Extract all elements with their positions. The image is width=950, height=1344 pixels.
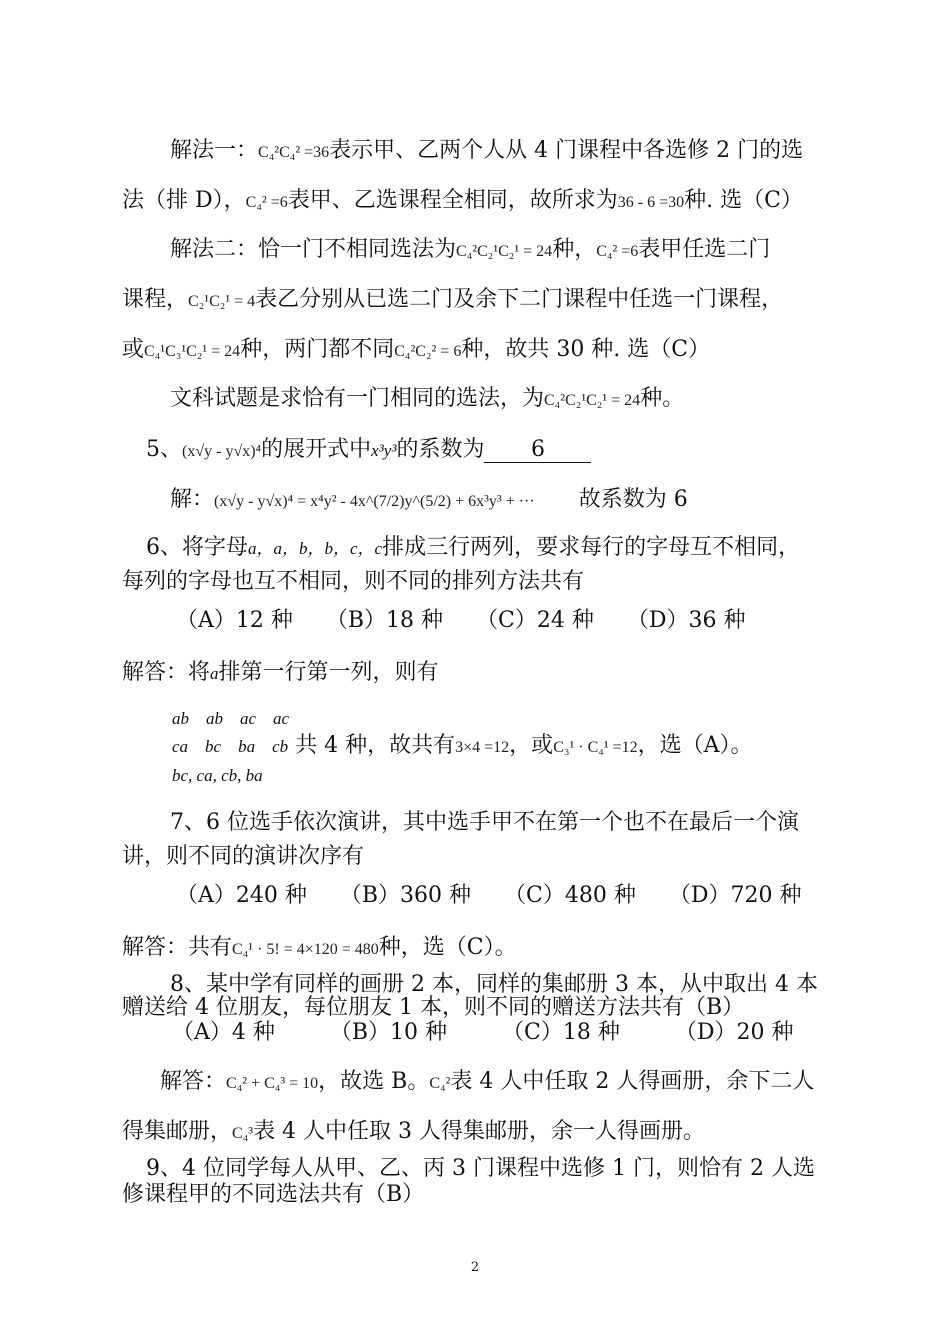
text-run: 种， <box>552 237 597 262</box>
text-run: 得集邮册， <box>122 1119 233 1144</box>
text-run: 讲，则不同的演讲次序有 <box>122 844 365 869</box>
text-line-10 <box>122 567 584 597</box>
text-line-7 <box>146 435 591 467</box>
text-run: 6、将字母 <box>146 535 248 560</box>
text-run: 7、6 位选手依次演讲，其中选手甲不在第一个也不在最后一个演 <box>170 810 799 835</box>
text-line-24 <box>122 1117 705 1149</box>
text-line-26 <box>122 1180 424 1210</box>
text-run: （A）4 种 （B）10 种 （C）18 种 （D）20 种 <box>172 1020 794 1045</box>
math-expression: C₄²C₂¹C₂¹ = 24 <box>544 392 641 409</box>
math-expression: C₄¹C₃¹C₂¹ = 24 <box>144 343 241 360</box>
math-expression: C₄²C₂¹C₂¹ = 24 <box>456 243 553 260</box>
text-line-8 <box>170 485 688 517</box>
math-variables: bc, ca, cb, ba <box>172 766 263 785</box>
math-expression: C₄¹ · 5! = 4×120 = 480 <box>232 941 379 958</box>
math-variables: a <box>210 664 219 683</box>
math-expression: C₄²C₄² =36 <box>258 144 330 161</box>
text-run: ，或 <box>509 733 554 758</box>
text-run: 表 4 人中任取 3 人得集邮册，余一人得画册。 <box>253 1119 706 1144</box>
text-run: 解答：共有 <box>122 935 233 960</box>
text-line-14 <box>172 731 753 763</box>
text-line-9 <box>146 533 800 564</box>
text-run: ，选（A）。 <box>637 733 753 758</box>
text-run: 8、某中学有同样的画册 2 本，同样的集邮册 3 本，从中取出 4 本 <box>170 972 818 997</box>
text-run: 排第一行第一列，则有 <box>218 660 439 685</box>
text-run: 解答： <box>160 1069 227 1094</box>
math-variables: x³y³ <box>371 441 397 460</box>
text-run: 种，选（C）。 <box>378 935 517 960</box>
text-run: 表示甲、乙两个人从 4 门课程中各选修 2 门的选 <box>329 138 804 163</box>
text-run: 9、4 位同学每人从甲、乙、丙 3 门课程中选修 1 门，则恰有 2 人选 <box>146 1156 815 1181</box>
text-run: 故系数为 6 <box>534 487 688 512</box>
text-run: 法（排 D）， <box>122 188 246 213</box>
text-run: 种。 <box>640 386 685 411</box>
text-run: 种，两门都不同 <box>240 337 395 362</box>
math-expression: C₄²C₂² = 6 <box>394 343 462 360</box>
text-line-16 <box>170 808 799 838</box>
text-run: 解： <box>170 487 215 512</box>
text-run: 的系数为 <box>396 437 485 462</box>
math-expression: C₄² =6 <box>245 194 288 211</box>
text-run: 赠送给 4 位朋友，每位朋友 1 本，则不同的赠送方法共有（B） <box>122 995 745 1020</box>
text-run: 每列的字母也互不相同，则不同的排列方法共有 <box>122 569 585 594</box>
text-run: 种. 选（C） <box>684 188 803 213</box>
math-expression: C₄² =6 <box>596 243 639 260</box>
text-line-19 <box>122 933 517 965</box>
text-run: 或 <box>122 337 145 362</box>
text-run: 种，故共 30 种. 选（C） <box>461 337 711 362</box>
text-line-13 <box>172 703 289 734</box>
answer-blank: 6 <box>484 438 591 463</box>
text-run: 解法二：恰一门不相同选法为 <box>170 237 457 262</box>
text-line-12 <box>122 658 439 689</box>
text-line-2 <box>122 186 803 218</box>
math-variables: ca bc ba cb <box>172 737 289 756</box>
text-line-22 <box>172 1018 793 1048</box>
math-expression: 3×4 =12 <box>455 739 510 756</box>
text-run: 表 4 人中任取 2 人得画册，余下二人 <box>450 1069 815 1094</box>
text-run: 共 4 种，故共有 <box>288 733 456 758</box>
math-expression: C₄² + C₄³ = 10 <box>226 1075 319 1092</box>
text-run: 课程， <box>122 287 189 312</box>
math-expression: (x√y - y√x)⁴ = x⁴y² - 4x^(7/2)y^(5/2) + 6x³y³ + ··· <box>214 493 535 510</box>
math-expression: (x√y - y√x)⁴ <box>182 443 262 460</box>
text-run: 表甲任选二门 <box>638 237 771 262</box>
text-run: 排成三行两列，要求每行的字母互不相同， <box>382 535 801 560</box>
text-run: 的展开式中 <box>261 437 372 462</box>
math-expression: C₄³ <box>232 1125 254 1142</box>
text-run: 表甲、乙选课程全相同，故所求为 <box>287 188 618 213</box>
text-run: （A）12 种 （B）18 种 （C）24 种 （D）36 种 <box>176 608 746 633</box>
math-expression: C₂¹C₂¹ = 4 <box>188 293 256 310</box>
math-variables: a，a，b，b，c，c <box>248 539 383 558</box>
text-run: 修课程甲的不同选法共有（B） <box>122 1182 425 1207</box>
text-line-6 <box>170 384 684 416</box>
text-line-18 <box>176 881 801 911</box>
text-run: ，故选 B。 <box>318 1069 430 1094</box>
page-number: 2 <box>470 1260 480 1275</box>
text-line-1 <box>170 136 803 168</box>
text-line-4 <box>122 285 783 317</box>
text-line-23 <box>160 1067 814 1099</box>
text-line-5 <box>122 335 710 367</box>
text-run: 解法一： <box>170 138 259 163</box>
math-expression: C₄² <box>429 1075 451 1092</box>
text-line-3 <box>170 235 770 267</box>
text-run: 文科试题是求恰有一门相同的选法，为 <box>170 386 545 411</box>
text-line-17 <box>122 842 364 872</box>
text-line-15 <box>172 760 263 791</box>
text-run: 解答：将 <box>122 660 211 685</box>
math-variables: ab ab ac ac <box>172 709 290 728</box>
text-run: 5、 <box>146 437 182 462</box>
text-run: 表乙分别从已选二门及余下二门课程中任选一门课程， <box>255 287 784 312</box>
math-expression: 36 - 6 =30 <box>617 194 685 211</box>
text-run: （A）240 种 （B）360 种 （C）480 种 （D）720 种 <box>176 883 802 908</box>
text-line-11 <box>176 606 745 636</box>
math-expression: C₃¹ · C₄¹ =12 <box>553 739 638 756</box>
